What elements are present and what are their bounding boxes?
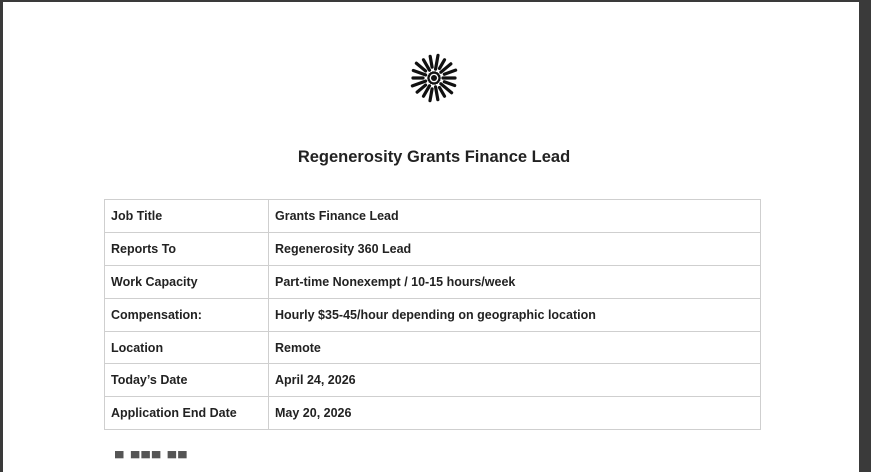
table-row: [105, 298, 761, 331]
table-row: [105, 232, 761, 265]
document-title: Regenerosity Grants Finance Lead: [297, 148, 571, 166]
table-row: [105, 331, 761, 364]
table-row: [105, 397, 761, 430]
row-value: Grants Finance Lead: [269, 200, 761, 233]
row-value: May 20, 2026: [269, 397, 761, 430]
row-value: Remote: [269, 331, 761, 364]
row-label: Work Capacity: [105, 265, 269, 298]
cut-off-heading: ▀ ▀▀▀ ▀▀: [115, 451, 189, 465]
table-row: [105, 265, 761, 298]
row-label: Application End Date: [105, 397, 269, 430]
row-value: Hourly $35-45/hour depending on geographic location: [269, 298, 761, 331]
organization-logo-icon: [408, 52, 460, 104]
row-label: Reports To: [105, 232, 269, 265]
row-value: Regenerosity 360 Lead: [269, 232, 761, 265]
table-row: [105, 364, 761, 397]
row-label: Job Title: [105, 200, 269, 233]
document-page: [3, 2, 859, 472]
row-label: Compensation:: [105, 298, 269, 331]
table-row: [105, 200, 761, 233]
row-value: April 24, 2026: [269, 364, 761, 397]
row-label: Today’s Date: [105, 364, 269, 397]
job-info-table: [104, 199, 761, 430]
row-value: Part-time Nonexempt / 10-15 hours/week: [269, 265, 761, 298]
row-label: Location: [105, 331, 269, 364]
